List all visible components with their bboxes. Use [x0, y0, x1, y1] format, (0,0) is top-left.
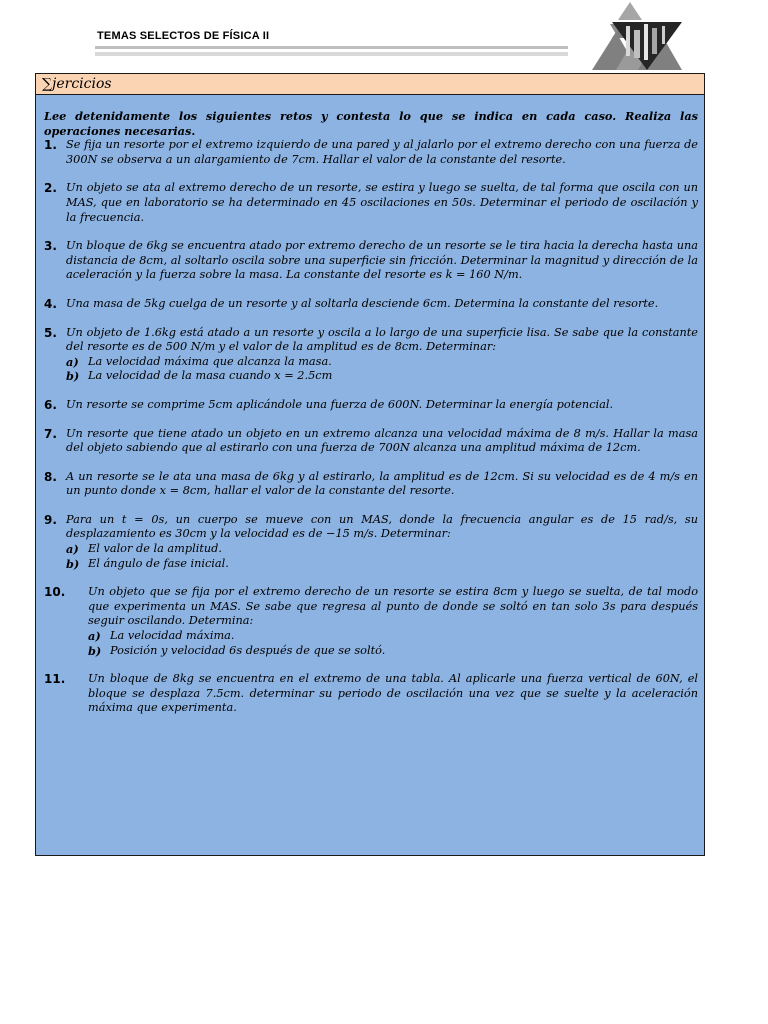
exercise-body — [66, 181, 698, 225]
exercise-text: Un resorte que tiene atado un objeto en un extremo alcanza una velocidad máxima de 8 m/s. Hallar la masa del objeto sabiendo que al estirarlo con una fuerza de 700N alcanza una amplitud máxima de 12cm. — [66, 426, 698, 455]
exercise-subitem — [66, 557, 698, 572]
subitem-label: b) — [66, 369, 80, 384]
exercise-item — [44, 181, 698, 225]
exercise-body — [66, 326, 698, 384]
exercise-text: Un resorte se comprime 5cm aplicándole una fuerza de 600N. Determinar la energía potencial. — [66, 397, 614, 411]
exercise-text: Una masa de 5kg cuelga de un resorte y al soltarla desciende 6cm. Determina la constante del resorte. — [66, 296, 659, 310]
exercise-number: 5. — [44, 325, 57, 340]
exercise-number: 6. — [44, 397, 57, 412]
exercise-subitem — [88, 644, 698, 659]
subitem-label: a) — [66, 354, 79, 369]
exercise-item — [44, 326, 698, 384]
exercise-item — [44, 239, 698, 283]
exercise-number: 1. — [44, 138, 57, 153]
header-rule-top — [95, 46, 568, 49]
exercise-text: Un objeto de 1.6kg está atado a un resorte y oscila a lo largo de una superficie lisa. Se sabe que la constante del resorte es de 500 N/m y el valor de la amplitud es de 8cm. Determinar: — [66, 325, 698, 354]
page-header-title: TEMAS SELECTOS DE FÍSICA II — [97, 30, 270, 42]
exercise-item — [44, 470, 698, 499]
exercise-list — [44, 138, 698, 716]
exercise-text: Un bloque de 8kg se encuentra en el extremo de una tabla. Al aplicarle una fuerza vertical de 60N, el bloque se desplaza 7.5cm. determinar su periodo de oscilación una vez que se suelte y la aceleración máxima que experimenta. — [88, 672, 698, 715]
exercise-subitem — [66, 369, 698, 384]
exercise-item — [44, 672, 698, 716]
exercise-text: Un bloque de 6kg se encuentra atado por extremo derecho de un resorte se le tira hacia la derecha hasta una distancia de 8cm, al soltarlo oscila sobre una superficie sin fricción. Determinar la magnitud y dirección de la aceleración y la fuerza sobre la masa. La constante del resorte es k = 160 N/m. — [66, 239, 698, 282]
subitem-label: a) — [88, 629, 101, 644]
subitem-text: La velocidad máxima que alcanza la masa. — [88, 354, 332, 368]
subitem-text: La velocidad máxima. — [110, 629, 235, 643]
exercise-body — [66, 239, 698, 283]
exercise-item — [44, 513, 698, 571]
subitem-label: a) — [66, 542, 79, 557]
exercise-body — [66, 513, 698, 571]
exercise-item — [44, 297, 698, 312]
exercise-text: Un objeto que se fija por el extremo derecho de un resorte se estira 8cm y luego se suelta, de tal modo que experimenta un MAS. Se sabe que regresa al punto de donde se soltó en tan solo 3s para después seguir oscilando. Determina: — [88, 585, 698, 628]
header-rule-bottom — [95, 52, 568, 56]
exercise-text: A un resorte se le ata una masa de 6kg y al estirarlo, la amplitud es de 12cm. Si su velocidad es de 4 m/s en un punto donde x = 8cm, hallar el valor de la constante del resorte. — [66, 469, 698, 498]
exercise-number: 8. — [44, 469, 57, 484]
exercise-number: 2. — [44, 181, 57, 196]
exercise-number: 7. — [44, 426, 57, 441]
exercise-number: 3. — [44, 239, 57, 254]
exercise-body — [66, 297, 698, 312]
exercises-content — [36, 95, 704, 716]
subitem-label: b) — [88, 643, 102, 658]
subitem-label: b) — [66, 556, 80, 571]
exercise-item — [44, 398, 698, 413]
exercise-number: 10. — [44, 585, 66, 600]
subitem-text: El valor de la amplitud. — [88, 542, 222, 556]
exercise-item — [44, 427, 698, 456]
exercise-number: 4. — [44, 296, 57, 311]
exercise-body — [66, 398, 698, 413]
exercise-body — [88, 672, 698, 716]
exercise-subitem — [88, 629, 698, 644]
triangle-logo-icon — [590, 2, 685, 74]
exercise-body — [66, 427, 698, 456]
exercises-box — [35, 73, 705, 856]
exercise-subitem — [66, 355, 698, 370]
subitem-text: El ángulo de fase inicial. — [88, 556, 229, 570]
subitem-text: La velocidad de la masa cuando x = 2.5cm — [88, 369, 333, 383]
exercise-text: Para un t = 0s, un cuerpo se mueve con un MAS, donde la frecuencia angular es de 15 rad/s, su desplazamiento es 30cm y la velocidad es de −15 m/s. Determinar: — [66, 512, 698, 541]
exercise-subitem — [66, 542, 698, 557]
exercise-number: 11. — [44, 672, 66, 687]
exercise-text: Se fija un resorte por el extremo izquierdo de una pared y al jalarlo por el extremo derecho con una fuerza de 300N se observa a un alargamiento de 7cm. Hallar el valor de la constante del resorte. — [66, 138, 698, 166]
exercise-body — [66, 138, 698, 167]
exercises-box-title: ∑jercicios — [36, 74, 704, 95]
exercise-item — [44, 585, 698, 658]
exercise-text: Un objeto se ata al extremo derecho de un resorte, se estira y luego se suelta, de tal forma que oscila con un MAS, que en laboratorio se ha determinado en 45 oscilaciones en 50s. Determinar el periodo de oscilación y la frecuencia. — [66, 181, 698, 224]
exercise-body — [66, 470, 698, 499]
exercise-number: 9. — [44, 512, 57, 527]
exercise-body — [88, 585, 698, 658]
subitem-text: Posición y velocidad 6s después de que se soltó. — [110, 643, 386, 657]
exercise-item — [44, 138, 698, 167]
intro-instructions: Lee detenidamente los siguientes retos y contesta lo que se indica en cada caso. Realiza las operaciones necesarias. — [44, 109, 698, 138]
